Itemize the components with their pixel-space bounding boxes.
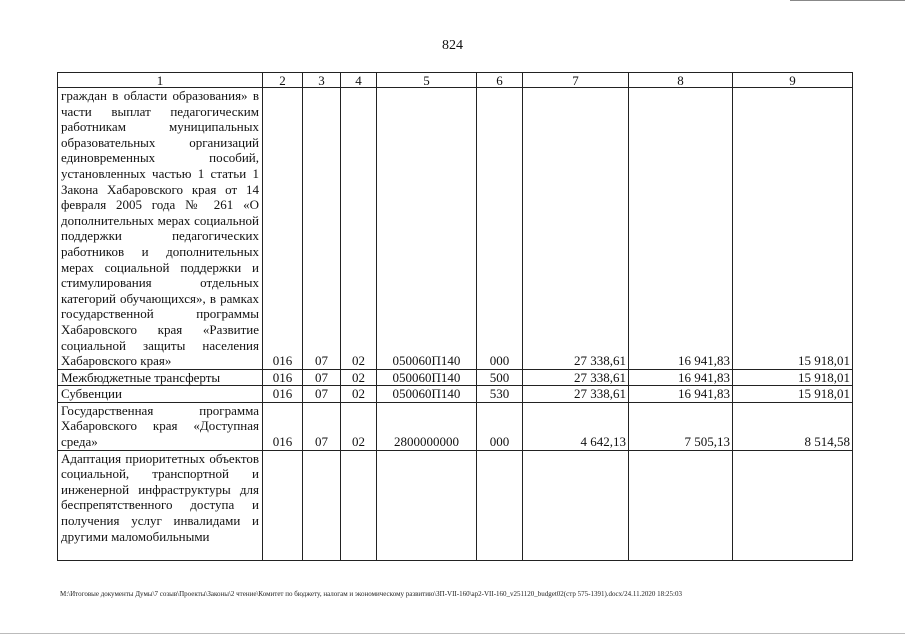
cell-col7 — [523, 450, 629, 560]
row-name: Государственная программа Хабаровского края «Доступная среда» — [58, 402, 263, 450]
column-header: 1 — [58, 73, 263, 88]
cell-col6: 000 — [477, 88, 523, 370]
cell-col9: 15 918,01 — [733, 88, 853, 370]
bottom-edge-line — [0, 633, 905, 634]
row-name: Межбюджетные трансферты — [58, 369, 263, 386]
cell-col8: 16 941,83 — [629, 386, 733, 403]
cell-col9: 15 918,01 — [733, 369, 853, 386]
cell-col6: 000 — [477, 402, 523, 450]
cell-col9: 15 918,01 — [733, 386, 853, 403]
budget-table — [57, 72, 853, 561]
cell-col4: 02 — [341, 386, 377, 403]
column-header: 5 — [377, 73, 477, 88]
cell-col8: 16 941,83 — [629, 88, 733, 370]
cell-col5: 050060П140 — [377, 88, 477, 370]
cell-col5 — [377, 450, 477, 560]
table-row — [58, 450, 853, 560]
cell-col4: 02 — [341, 402, 377, 450]
table-row — [58, 386, 853, 403]
cell-col5: 050060П140 — [377, 369, 477, 386]
cell-col6 — [477, 450, 523, 560]
cell-col6: 500 — [477, 369, 523, 386]
cell-col2: 016 — [263, 88, 303, 370]
cell-col3: 07 — [303, 88, 341, 370]
cell-col2: 016 — [263, 369, 303, 386]
cell-col8: 7 505,13 — [629, 402, 733, 450]
cell-col4: 02 — [341, 369, 377, 386]
top-edge-line — [790, 0, 905, 1]
footer-file-path: M:\Итоговые документы Думы\7 созыв\Проекты\Законы\2 чтение\Комитет по бюджету, налогам и экономическому развитию\ЗП-VII-160\ap2-VII-160_v251120_budget02(стр 575-1391).docx/24.11.2020 18:25:03 — [60, 590, 682, 598]
cell-col3 — [303, 450, 341, 560]
row-name-cell — [58, 450, 263, 560]
cell-col9 — [733, 450, 853, 560]
header-row — [58, 73, 853, 88]
cell-col3: 07 — [303, 402, 341, 450]
cell-col6: 530 — [477, 386, 523, 403]
column-header: 8 — [629, 73, 733, 88]
column-header: 4 — [341, 73, 377, 88]
cell-col7: 27 338,61 — [523, 386, 629, 403]
cell-col8: 16 941,83 — [629, 369, 733, 386]
row-name: Адаптация приоритетных объектов социальной, транспортной и инженерной инфраструктуры для беспрепятственного доступа и получения услуг инвалидами и другими маломобильными — [61, 450, 259, 544]
table-row — [58, 88, 853, 370]
cell-col7: 27 338,61 — [523, 369, 629, 386]
cell-col9: 8 514,58 — [733, 402, 853, 450]
row-name: граждан в области образования» в части выплат педагогическим работникам муниципальных образовательных организаций единовременных пособий, установленных частью 1 статьи 1 Закона Хабаровского края от 14 февраля 2005 года № 261 «О дополнительных мерах социальной поддержки педагогических работников и дополнительных мерах социальной поддержки и стимулирования отдельных категорий обучающихся», в рамках государственной программы Хабаровского края «Развитие социальной защиты населения Хабаровского края» — [58, 88, 263, 370]
cell-col2 — [263, 450, 303, 560]
row-name: Субвенции — [58, 386, 263, 403]
cell-col2: 016 — [263, 386, 303, 403]
page-number: 824 — [442, 38, 463, 53]
table-row — [58, 402, 853, 450]
cell-col2: 016 — [263, 402, 303, 450]
column-header: 3 — [303, 73, 341, 88]
cell-col4 — [341, 450, 377, 560]
cell-col7: 4 642,13 — [523, 402, 629, 450]
cell-col5: 2800000000 — [377, 402, 477, 450]
cell-col3: 07 — [303, 386, 341, 403]
cell-col7: 27 338,61 — [523, 88, 629, 370]
column-header: 6 — [477, 73, 523, 88]
column-header: 7 — [523, 73, 629, 88]
column-header: 2 — [263, 73, 303, 88]
cell-col4: 02 — [341, 88, 377, 370]
cell-col3: 07 — [303, 369, 341, 386]
table-row — [58, 369, 853, 386]
cell-col5: 050060П140 — [377, 386, 477, 403]
column-header: 9 — [733, 73, 853, 88]
cell-col8 — [629, 450, 733, 560]
